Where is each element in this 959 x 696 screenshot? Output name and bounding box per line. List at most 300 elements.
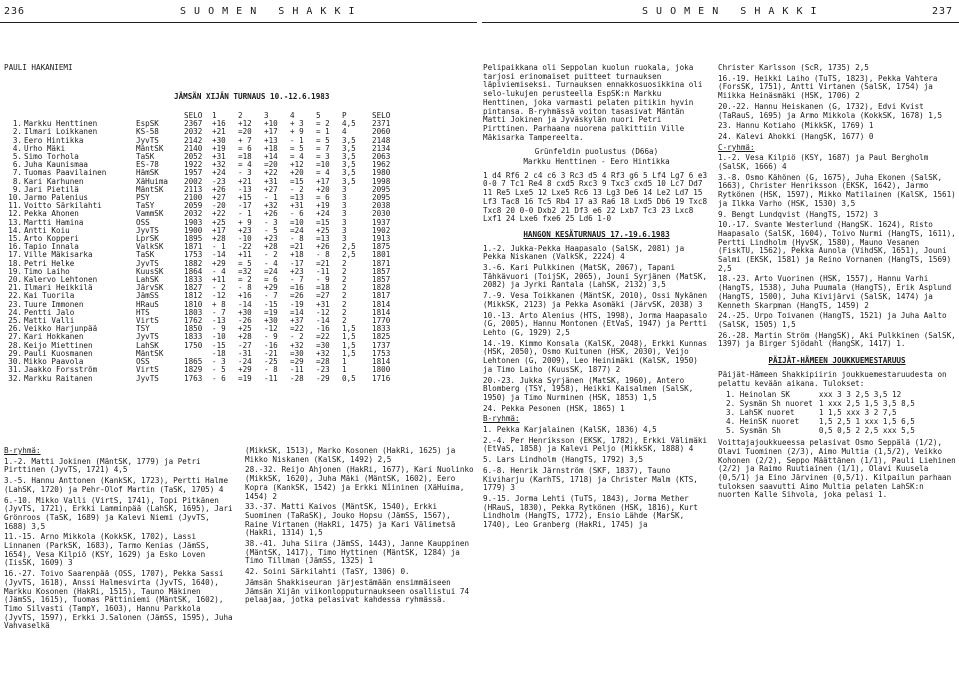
table-cell: 17. <box>8 250 22 260</box>
table-cell: - 7 <box>290 275 304 285</box>
table-cell: Eero Hintikka <box>24 135 84 145</box>
table-cell: +23 <box>290 266 304 276</box>
table-cell: 1810 <box>184 299 203 309</box>
table-cell: - 8 <box>316 250 330 260</box>
table-cell: 2. Sysmän Sh nuoret <box>726 399 813 409</box>
table-cell: 12. <box>8 209 22 219</box>
table-cell: 29. <box>8 348 22 358</box>
table-cell: =22 <box>290 324 304 334</box>
table-cell: VammSK <box>136 209 164 219</box>
table-cell: LahSK <box>136 275 159 285</box>
table-cell: 2032 <box>184 209 203 219</box>
table-cell: 2134 <box>372 143 391 153</box>
table-cell: JyvTS <box>136 135 159 145</box>
table-cell: 1864 <box>184 266 203 276</box>
table-cell: 1770 <box>372 316 391 326</box>
table-cell: + 7 <box>238 135 252 145</box>
table-row <box>726 426 921 435</box>
table-cell: - 6 <box>290 209 304 219</box>
pk-outro: Voittajajoukkueessa pelasivat Osmo Seppälä (1/2), Olavi Tuominen (2/3), Aimo Multia (1,5/2), Veikko Kohonen (2/2), Seppo Määttänen (1/1), Pauli Liehinen (2/2) ja Raimo Ruutiainen (1/1), Olavi Kuusela (0,5/1) ja Eino Järvinen (0,5/1). Kilpailun parhaan tuloksen saavutti Aimo Multia pelaten LahSK:n nuorten Kalle Sihvola, joka pelasi 1. <box>718 438 956 500</box>
table-cell: 2142 <box>184 135 203 145</box>
table-cell: HämSK <box>136 168 159 178</box>
table-cell: 1903 <box>184 217 203 227</box>
table-cell: 1828 <box>372 283 391 293</box>
table-cell: Pekka Ahonen <box>24 209 79 219</box>
table-cell: Martti Hamina <box>24 217 84 227</box>
group-heading: C-ryhmä: <box>718 142 755 152</box>
table-cell: JyvTS <box>136 225 159 235</box>
table-cell: 1833 <box>372 324 391 334</box>
table-cell: 2 <box>342 316 347 326</box>
result-paragraph: Jämsän Shakkiseuran järjestämään ensimmäiseen Jämsän Xijän viikonlopputurnaukseen osallistui 74 pelaajaa, jotka pelasivat kahdessa ryhmässä. <box>245 577 470 605</box>
table-cell: 27. <box>8 332 22 342</box>
table-cell: 2030 <box>372 209 391 219</box>
table-cell: 8. <box>12 176 22 186</box>
table-cell: +18 <box>264 143 278 153</box>
table-cell: -13 <box>238 184 252 194</box>
table-cell: 1882 <box>184 258 203 268</box>
table-row <box>726 390 921 399</box>
table-cell: 2,5 <box>342 250 356 260</box>
table-cell: +15 <box>238 193 252 203</box>
table-cell: 3,5 <box>342 135 356 145</box>
table-cell: LprSK <box>136 234 159 244</box>
table-cell: +20 <box>290 168 304 178</box>
table-row <box>726 399 921 408</box>
result-paragraph: 16.-19. Heikki Laiho (TuTS, 1823), Pekka Vahtera (ForsSK, 1751), Antti Virtanen (SalSK, 1754) ja Miikka Heinäsmäki (HSK, 1706) 2 <box>718 73 938 101</box>
table-cell: +23 <box>264 234 278 244</box>
table-cell: Jarmo Palenius <box>24 193 89 203</box>
table-cell: 3,5 <box>342 152 356 162</box>
table-cell: Arto Kopperi <box>24 234 79 244</box>
table-cell: -22 <box>238 242 252 252</box>
table-cell: 2038 <box>372 201 391 211</box>
standings-header-cell: P <box>342 111 347 120</box>
table-cell: 1850 <box>184 324 203 334</box>
result-paragraph: 24. Pekka Pesonen (HSK, 1865) 1 <box>483 403 625 413</box>
table-cell: -11 <box>316 266 330 276</box>
table-cell: 1 xxx 2,5 1,5 3,5 8,5 <box>818 399 915 409</box>
table-cell: - 1 <box>238 209 252 219</box>
table-cell: 2148 <box>372 135 391 145</box>
table-cell: KS-58 <box>136 127 159 137</box>
table-cell: Antti Koiu <box>24 225 70 235</box>
result-paragraph: Christer Karlsson (ScR, 1735) 2,5 <box>718 63 869 72</box>
table-cell: Jari Pietilä <box>24 184 79 194</box>
table-cell: LahSK <box>136 340 159 350</box>
c-group-results <box>718 64 956 349</box>
table-cell: 1. <box>12 119 22 129</box>
table-cell: Kari Hokkanen <box>24 332 84 342</box>
table-cell: 3,5 <box>342 160 356 170</box>
table-cell: JyvTS <box>136 332 159 342</box>
table-cell: 1814 <box>372 299 391 309</box>
table-cell: +28 <box>264 242 278 252</box>
table-cell: = 1 <box>316 127 330 137</box>
standings-header-cell: SELO <box>372 111 391 120</box>
standings-header-cell: SELO <box>184 111 203 120</box>
result-paragraph: 1.-2. Vesa Kilpiö (KSY, 1687) ja Paul Bergholm (SalSK, 1666) 4 <box>718 153 929 172</box>
result-paragraph: 24.-25. Urpo Toivanen (HangTS, 1521) ja Juha Aalto (SalSK, 1505) 1,5 <box>718 311 947 329</box>
table-cell: +29 <box>238 365 252 375</box>
table-cell: - 9 <box>264 332 278 342</box>
table-cell: 20. <box>8 275 22 285</box>
game-moves: 1 d4 Rf6 2 c4 c6 3 Rc3 d5 4 Rf3 g6 5 Lf4 Lg7 6 e3 0-0 7 Tc1 Re4 8 cxd5 Rxc3 9 Txc3 cxd5 10 Lc7 Dd7 11 Re5 Lxe5 12 Lxe5 Rc6 13 Lg3 De6 14 Le2 Ld7 15 Lf3 Tac8 16 Tc5 Rb4 17 a3 Ra6 18 Lxd5 Db6 19 Txc8 Txc8 20 0-0 Dxb2 21 Df3 e6 22 Lxb7 Tc3 23 Lxc8 Lxf1 24 Lxe6 fxe6 25 Ld6 1-0 <box>483 170 708 224</box>
page-header-right <box>482 0 959 23</box>
table-cell: 1,5 2,5 1 xxx 1,5 6,5 <box>818 417 915 427</box>
table-cell: 1,5 <box>342 324 356 334</box>
table-cell: = 4 <box>238 160 252 170</box>
table-cell: =10 <box>290 217 304 227</box>
table-cell: 2052 <box>184 152 203 162</box>
table-cell: - 7 <box>264 291 278 301</box>
table-cell: 4. HeinSK nuoret <box>726 417 800 427</box>
table-cell: =13 <box>316 234 330 244</box>
table-cell: +19 <box>212 143 226 153</box>
table-cell: =15 <box>290 176 304 186</box>
table-cell: = 4 <box>290 152 304 162</box>
table-cell: 6. <box>12 160 22 170</box>
table-cell: 1825 <box>372 332 391 342</box>
standings-table <box>4 112 400 383</box>
table-cell: 2063 <box>372 152 391 162</box>
table-cell: -16 <box>264 340 278 350</box>
table-cell: +32 <box>212 160 226 170</box>
table-cell: 1763 <box>184 373 203 383</box>
table-cell: +29 <box>264 283 278 293</box>
table-cell: 1737 <box>372 340 391 350</box>
table-cell: - 8 <box>290 234 304 244</box>
table-cell: = 5 <box>290 143 304 153</box>
table-cell: -27 <box>238 340 252 350</box>
table-cell: - 5 <box>264 225 278 235</box>
table-cell: Pentti Jalo <box>24 307 75 317</box>
table-cell: -24 <box>238 357 252 367</box>
table-cell: = 2 <box>238 275 252 285</box>
table-cell: =20 <box>238 127 252 137</box>
table-cell: 1922 <box>184 160 203 170</box>
report-paragraph: Pelipaikkana oli Seppolan kuolun ruokala, joka tarjosi erinomaiset puitteet turnauksen läpiviemiseksi. Turnauksen ennakkosuosikkina oli selo-lukujen perusteella EspSK:n Markku Henttinen, joka varmasti pelaten pitikin hyvin pintansa. B-ryhmässä voiton tasasivat Mäntän Matti Jokinen ja Jyväskylän nuori Petri Pirttinen. Parhaana nuorena palkittiin Ville Mäkisarka Tampereelta. <box>483 63 703 142</box>
table-row <box>726 417 921 426</box>
right-text-col4 <box>718 64 956 502</box>
pk-title: PÄIJÄT-HÄMEEN JOUKKUEMESTARUUS <box>768 356 906 366</box>
table-cell: ValkSK <box>136 242 164 252</box>
table-cell: +18 <box>290 250 304 260</box>
table-cell: TaSK <box>136 250 155 260</box>
table-cell: +28 <box>238 332 252 342</box>
table-cell: +23 <box>238 225 252 235</box>
table-cell: = 5 <box>316 135 330 145</box>
table-cell: 2,5 <box>342 242 356 252</box>
table-cell: 2059 <box>184 201 203 211</box>
table-row <box>4 375 400 383</box>
table-cell: 1857 <box>372 266 391 276</box>
table-cell: 3 <box>342 193 347 203</box>
result-paragraph: 6.-10. Mikko Valli (VirtS, 1741), Topi Pitkänen (JyvTS, 1721), Erkki Lamminpää (LahSK, 1695), Jari Grönroos (TaSK, 1689) ja Kalevi Niemi (JyvTS, 1688) 3,5 <box>4 495 233 531</box>
table-cell: +24 <box>212 168 226 178</box>
table-cell: - 3 <box>238 168 252 178</box>
table-cell: 1716 <box>372 373 391 383</box>
group-heading: B-ryhmä: <box>4 446 41 455</box>
result-paragraph: 9.-15. Jorma Lehti (TuTS, 1843), Jorma Mether (HRauS, 1830), Pekka Rytkönen (HSK, 1816), Kurt Lindholm (HangTS, 1772), Ensio Lähde (MarSK, 1740), Leo Granberg (HakRi, 1745) ja <box>483 493 698 530</box>
table-cell: - 2 <box>290 184 304 194</box>
table-cell: =29 <box>290 357 304 367</box>
table-cell: 1812 <box>184 291 203 301</box>
table-cell: -25 <box>264 357 278 367</box>
table-cell: 14. <box>8 225 22 235</box>
table-cell: - 9 <box>316 275 330 285</box>
table-cell: -14 <box>212 250 226 260</box>
table-cell: 24. <box>8 307 22 317</box>
page-number: 237 <box>931 6 953 17</box>
table-cell: ES-78 <box>136 160 159 170</box>
table-cell: 4,5 <box>342 119 356 129</box>
result-paragraph: 10.-17. Svante Westerlund (HangSK. 1624), Risto Haapasalo (SalSK, 1604), Toivo Nurmi (HangTS, 1611), Pertti Lindholm (HyvSK, 1580), Mauno Vesanen (FiskTU, 1562), Pekka Aunola (VihdSK, 1651), Jouni Salmi (EKSK, 1581) ja Reino Vornanen (HangTS, 1569) 2,5 <box>718 220 956 273</box>
result-paragraph: 18.-23. Arto Vuorinen (HSK, 1557), Hannu Varhi (HangTS, 1538), Juha Puumala (HangTS), Erik Asplund (HangTS, 1500), Juha Kivijärvi (SalSK, 1474) ja Kenneth Skarpman (HangTS, 1459) 2 <box>718 274 952 310</box>
table-cell: Ilmari Loikkanen <box>24 127 98 137</box>
table-cell: XäHuima <box>136 176 169 186</box>
table-cell: 4 <box>342 127 347 137</box>
table-cell: Ville Mäkisarka <box>24 250 93 260</box>
table-cell: 1,5 <box>342 348 356 358</box>
table-cell: 5. Sysmän Sh <box>726 426 781 436</box>
table-cell: -12 <box>264 324 278 334</box>
table-cell: -18 <box>212 348 226 358</box>
table-cell: =19 <box>264 307 278 317</box>
table-cell: +16 <box>238 291 252 301</box>
table-cell: +11 <box>212 275 226 285</box>
standings-header-cell: 3 <box>264 111 269 120</box>
result-paragraph: 2.-4. Per Henriksson (EKSK, 1782), Erkki Välimäki (EtVaS, 1858) ja Kalevi Peljo (MikkSK, 1888) 4 <box>483 435 708 454</box>
pk-intro: Päijät-Hämeen Shakkipiirin joukkuemestaruudesta on pelattu kevään aikana. Tulokset: <box>718 369 947 388</box>
table-cell: Tuomas Paavilainen <box>24 168 107 178</box>
table-cell: - 1 <box>290 135 304 145</box>
table-cell: - 8 <box>238 283 252 293</box>
table-cell: = 6 <box>238 143 252 153</box>
table-cell: OSS <box>136 357 150 367</box>
table-cell: 5. <box>12 152 22 162</box>
table-cell: 3,5 <box>342 176 356 186</box>
table-cell: Voitto Särkilahti <box>24 201 102 211</box>
table-cell: 19. <box>8 266 22 276</box>
table-cell: MäntSK <box>136 184 164 194</box>
table-cell: - 3 <box>264 217 278 227</box>
journal-title: S U O M E N S H A K K I <box>180 6 356 17</box>
table-cell: +16 <box>212 119 226 129</box>
table-cell: -31 <box>238 348 252 358</box>
table-cell: +14 <box>264 152 278 162</box>
table-cell: - 5 <box>212 365 226 375</box>
table-cell: 2 <box>342 307 347 317</box>
table-cell: +17 <box>264 127 278 137</box>
table-cell: +26 <box>264 209 278 219</box>
table-cell: =18 <box>316 283 330 293</box>
table-cell: =21 <box>290 242 304 252</box>
table-cell: Tapio Innala <box>24 242 79 252</box>
table-cell: Kari Karhunen <box>24 176 84 186</box>
table-cell: +30 <box>264 316 278 326</box>
table-cell: 2113 <box>184 184 203 194</box>
table-cell: 1801 <box>372 250 391 260</box>
table-cell: - 2 <box>212 283 226 293</box>
table-cell: Jaakko Forsström <box>24 365 98 375</box>
table-cell: =19 <box>238 373 252 383</box>
table-cell: Urho Mäki <box>24 143 66 153</box>
left-text-col1 <box>4 447 236 633</box>
table-cell: -16 <box>316 324 330 334</box>
page-number: 236 <box>4 6 26 17</box>
table-cell: +12 <box>238 119 252 129</box>
table-cell: =18 <box>238 152 252 162</box>
table-cell: EspSK <box>136 119 159 129</box>
table-cell: Petri Helke <box>24 258 75 268</box>
table-cell: +21 <box>238 176 252 186</box>
table-cell: Tuure Immonen <box>24 299 84 309</box>
result-paragraph: 20.-23. Jukka Syrjänen (MatSK, 1960), Antero Blomberg (TSY, 1958), Heikki Kaisalmen (SalSK, 1950) ja Timo Nurminen (HSK, 1853) 1,5 <box>483 375 694 402</box>
table-cell: 1833 <box>184 275 203 285</box>
table-cell: 1871 <box>372 258 391 268</box>
table-cell: - 6 <box>212 373 226 383</box>
result-paragraph: 9. Bengt Lundqvist (HangTS, 1572) 3 <box>718 209 879 219</box>
table-cell: 2095 <box>372 193 391 203</box>
table-cell: - 2 <box>290 332 304 342</box>
table-cell: =30 <box>290 348 304 358</box>
table-cell: -21 <box>264 348 278 358</box>
result-paragraph: 7.-9. Vesa Toikkanen (MäntSK, 2010), Ossi Nykänen (MikkSK, 2123) ja Pekka Asomäki (JärvSK, 2038) 3 <box>483 291 708 309</box>
table-cell: -10 <box>238 234 252 244</box>
left-text-col2 <box>245 447 475 607</box>
table-cell: 1803 <box>184 307 203 317</box>
table-cell: 1871 <box>184 242 203 252</box>
table-cell: +21 <box>212 127 226 137</box>
table-cell: TSY <box>136 324 150 334</box>
game-players: Markku Henttinen - Eero Hintikka <box>523 157 670 167</box>
table-cell: 10. <box>8 193 22 203</box>
table-cell: 1998 <box>372 176 391 186</box>
table-cell: +30 <box>238 307 252 317</box>
table-cell: 2. <box>12 127 22 137</box>
table-cell: = 2 <box>316 119 330 129</box>
table-cell: 1865 <box>184 357 203 367</box>
author: PAULI HAKANIEMI <box>4 63 73 72</box>
table-cell: 11. <box>8 201 22 211</box>
game-title: Grünfeldin puolustus (D66a) <box>534 147 659 157</box>
table-cell: =27 <box>316 291 330 301</box>
result-paragraph: 6.-8. Henrik Järnström (SKF, 1837), Tauno Kiviharju (KarhTS, 1718) ja Christer Malm (KTS, 1779) 3 <box>483 465 698 493</box>
table-cell: 15. <box>8 234 22 244</box>
result-paragraph: (MikkSK, 1513), Marko Kosonen (HakRi, 1625) ja Mikko Niskanen (KalSK, 1492) 2,5 <box>245 446 456 464</box>
standings-header-cell: 1 <box>212 111 217 120</box>
table-cell: 16. <box>8 242 22 252</box>
table-cell: 1 1,5 xxx 3 2 7,5 <box>818 408 897 418</box>
table-cell: 1980 <box>372 168 391 178</box>
table-cell: 1875 <box>372 242 391 252</box>
table-cell: 1762 <box>184 316 203 326</box>
table-cell: JärvSK <box>136 283 164 293</box>
table-cell: = 6 <box>316 193 330 203</box>
table-cell: -15 <box>264 299 278 309</box>
table-cell: 3,5 <box>342 168 356 178</box>
table-cell: +31 <box>212 152 226 162</box>
table-cell: 18. <box>8 258 22 268</box>
table-cell: 3,5 <box>342 143 356 153</box>
table-cell: 2095 <box>372 184 391 194</box>
table-cell: 1902 <box>372 225 391 235</box>
table-cell: - 8 <box>264 365 278 375</box>
table-cell: 1,5 <box>342 340 356 350</box>
table-cell: 1814 <box>372 307 391 317</box>
table-cell: = 7 <box>316 143 330 153</box>
table-cell: 1817 <box>372 291 391 301</box>
table-cell: -23 <box>212 176 226 186</box>
table-cell: JämSS <box>136 291 159 301</box>
table-cell: 3 <box>342 184 347 194</box>
table-cell: 2140 <box>184 143 203 153</box>
table-cell: - 7 <box>212 307 226 317</box>
table-cell: 1895 <box>184 234 203 244</box>
result-paragraph: 5. Lars Lindholm (HangTS, 1792) 3,5 <box>483 455 644 465</box>
table-cell: Markku Henttinen <box>24 119 98 129</box>
table-cell: +20 <box>316 184 330 194</box>
table-cell: =30 <box>316 340 330 350</box>
table-cell: 1913 <box>372 234 391 244</box>
table-cell: +11 <box>238 250 252 260</box>
table-cell: =24 <box>264 266 278 276</box>
table-cell: +25 <box>316 225 330 235</box>
table-row <box>726 408 921 417</box>
table-cell: + 9 <box>290 127 304 137</box>
table-cell: +24 <box>316 209 330 219</box>
table-cell: +13 <box>264 135 278 145</box>
table-cell: 2 <box>342 299 347 309</box>
table-cell: 28. <box>8 340 22 350</box>
result-paragraph: 23. Hannu Kotiaho (MikkSK, 1769) 1 <box>718 121 874 131</box>
table-cell: 3 <box>342 217 347 227</box>
result-paragraph: 10.-13. Arto Alenius (HTS, 1998), Jorma Haapasalo (G, 2005), Hannu Montonen (EtVaS, 1947) ja Pertti Lehto (G, 1929) 2,5 <box>483 310 708 337</box>
table-cell: 2032 <box>184 127 203 137</box>
table-cell: -11 <box>264 373 278 383</box>
result-paragraph: 33.-37. Matti Kaivos (MäntSK, 1540), Erkki Suominen (TaRaSK), Jouko Hopsu (JämSS, 1567), Raine Virtanen (HakRi, 1475) ja Kari Välimetsä (HakRi, 1314) 1,5 <box>245 502 456 538</box>
table-cell: =10 <box>316 160 330 170</box>
table-cell: = 3 <box>316 152 330 162</box>
table-cell: +19 <box>316 201 330 211</box>
table-cell: 1753 <box>372 348 391 358</box>
table-cell: + 8 <box>212 299 226 309</box>
result-paragraph: 38.-41. Juha Siira (JämSS, 1443), Janne Kauppinen (MäntSK, 1417), Timo Hyttinen (MäntSK, 1284) ja Timo Tillman (JämSS, 1325) 1 <box>245 539 470 566</box>
table-cell: -14 <box>238 299 252 309</box>
table-cell: 1800 <box>372 365 391 375</box>
page-header-left <box>0 0 477 23</box>
tournament-title: JÄMSÄN XIJÄN TURNAUS 10.-12.6.1983 <box>174 92 330 101</box>
table-cell: 0,5 <box>342 373 356 383</box>
result-paragraph: 3.-5. Hannu Anttonen (KankSK, 1723), Pertti Halme (LahSK, 1720) ja Pehr-Olof Martin (TaSK, 1705) 4 <box>4 476 229 494</box>
standings-header-cell: 5 <box>316 111 321 120</box>
table-cell: =28 <box>316 357 330 367</box>
hangon-title: HANGON KESÄTURNAUS 17.-19.6.1983 <box>523 229 670 239</box>
table-cell: + 9 <box>238 217 252 227</box>
table-cell: = 6 <box>264 275 278 285</box>
table-cell: HTS <box>136 307 150 317</box>
table-cell: 1962 <box>372 160 391 170</box>
table-cell: 2 <box>342 258 347 268</box>
table-cell: -14 <box>316 316 330 326</box>
table-cell: =15 <box>316 217 330 227</box>
table-cell: 3 <box>342 225 347 235</box>
group-heading: B-ryhmä: <box>483 414 520 424</box>
result-paragraph: 1.-2. Jukka-Pekka Haapasalo (SalSK, 2081) ja Pekka Niskanen (ValkSK, 2224) 4 <box>483 243 685 262</box>
table-cell: TaSK <box>136 152 155 162</box>
table-cell: 1900 <box>184 225 203 235</box>
